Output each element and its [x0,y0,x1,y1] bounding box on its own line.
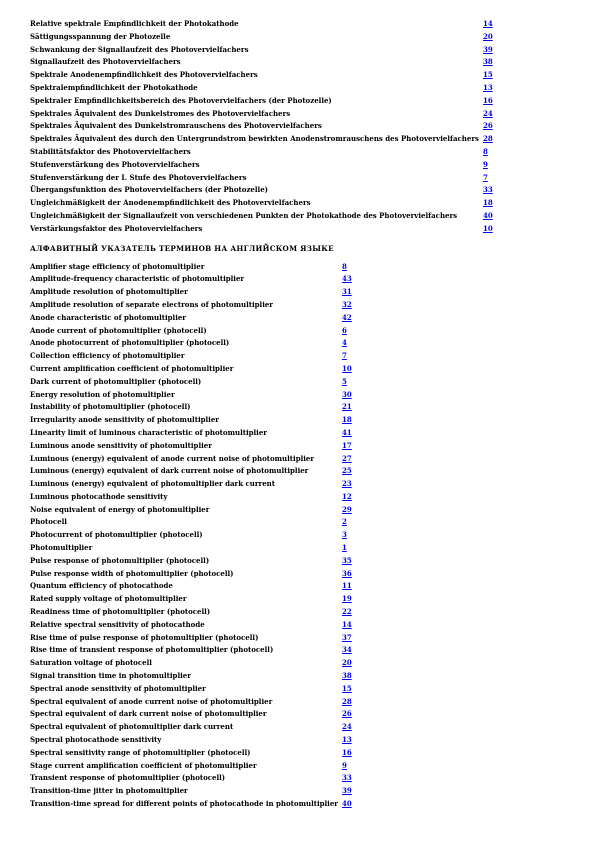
index-term: Photomultiplier [30,543,93,553]
index-row [30,273,352,286]
index-term: Sättigungsspannung der Photozelle [30,31,171,41]
index-page-cell [342,734,352,747]
index-row [30,580,352,593]
index-row [30,555,352,568]
index-row [30,376,352,389]
index-term: Collection efficiency of photomultiplier [30,351,185,361]
index-page-cell [342,427,352,440]
index-row [30,299,352,312]
index-term: Saturation voltage of photocell [30,658,152,668]
term-number-link[interactable]: 23 [341,479,352,489]
german-index-body [30,18,493,236]
index-term: Verstärkungsfaktor des Photovervielfachers [30,223,203,233]
index-row [30,427,352,440]
term-number-link[interactable]: 33 [341,773,352,783]
index-page-cell [342,491,352,504]
index-page-cell [342,401,352,414]
index-term: Anode current of photomultiplier (photocell) [30,325,207,335]
index-row [30,197,493,210]
term-number-link[interactable]: 13 [341,735,352,745]
term-number-link[interactable]: 38 [482,57,493,67]
index-page-cell [342,325,352,338]
index-page-cell [483,69,493,82]
term-number-link[interactable]: 9 [341,760,347,770]
index-term: Pulse response width of photomultiplier (photocell) [30,568,234,578]
index-row [30,95,493,108]
index-row [30,261,352,274]
index-term: Ungleichmäßigkeit der Anodenempfindlichkeit des Photovervielfachers [30,198,311,208]
index-term: Energy resolution of photomultiplier [30,389,175,399]
index-term: Spektrales Äquivalent des Dunkelstromes des Photovervielfachers [30,108,291,118]
index-row [30,350,352,363]
term-number-link[interactable]: 39 [482,44,493,54]
index-term: Luminous photocathode sensitivity [30,491,168,501]
index-term: Anode photocurrent of photomultiplier (photocell) [30,338,230,348]
index-term: Spectral equivalent of anode current noise of photomultiplier [30,696,273,706]
term-number-link[interactable]: 6 [341,325,347,335]
index-row [30,708,352,721]
term-number-link[interactable]: 33 [482,185,493,195]
index-page-cell [342,529,352,542]
index-term: Luminous (energy) equivalent of dark current noise of photomultiplier [30,466,309,476]
index-term: Luminous anode sensitivity of photomultiplier [30,440,212,450]
index-term: Amplitude resolution of separate electrons of photomultiplier [30,299,273,309]
index-row [30,670,352,683]
index-term: Dark current of photomultiplier (photocell) [30,376,202,386]
index-page-cell [342,261,352,274]
index-row [30,644,352,657]
index-page-cell [342,683,352,696]
english-terms-index [30,261,352,811]
index-row [30,529,352,542]
index-row [30,69,493,82]
index-term: Linearity limit of luminous characteristic of photomultiplier [30,427,267,437]
index-term: Irregularity anode sensitivity of photomultiplier [30,415,219,425]
term-number-link[interactable]: 36 [341,568,352,578]
index-row [30,44,493,57]
index-row [30,491,352,504]
term-number-link[interactable]: 30 [341,389,352,399]
index-page-cell [342,721,352,734]
index-page-cell [342,619,352,632]
index-row [30,172,493,185]
index-page-cell [342,312,352,325]
index-row [30,593,352,606]
term-number-link[interactable]: 27 [341,453,352,463]
index-term: Current amplification coefficient of photomultiplier [30,363,234,373]
index-row [30,184,493,197]
index-term: Noise equivalent of energy of photomultiplier [30,504,210,514]
index-row [30,696,352,709]
index-term: Pulse response of photomultiplier (photocell) [30,555,210,565]
index-page-cell [483,184,493,197]
index-page-cell [483,159,493,172]
term-number-link[interactable]: 26 [482,121,493,131]
index-page-cell [342,657,352,670]
index-page-cell [483,197,493,210]
index-term: Spectral anode sensitivity of photomultiplier [30,683,206,693]
term-number-link[interactable]: 2 [341,517,347,527]
term-number-link[interactable]: 18 [482,198,493,208]
index-term: Spektraler Empfindlichkeitsbereich des Photovervielfachers (der Photozelle) [30,95,332,105]
index-row [30,632,352,645]
term-number-link[interactable]: 14 [482,19,493,28]
index-page-cell [342,465,352,478]
index-row [30,760,352,773]
index-page-cell [342,772,352,785]
index-row [30,542,352,555]
index-row [30,785,352,798]
index-row [30,734,352,747]
index-row [30,31,493,44]
index-row [30,747,352,760]
index-term: Rise time of pulse response of photomultiplier (photocell) [30,632,259,642]
index-page-cell [342,350,352,363]
term-number-link[interactable]: 20 [482,31,493,41]
index-term: Ungleichmäßigkeit der Signallaufzeit von verschiedenen Punkten der Photokathode des Photovervielfachers [30,210,458,220]
index-page-cell [342,337,352,350]
term-number-link[interactable]: 29 [341,504,352,514]
term-number-link[interactable]: 43 [341,274,352,284]
index-term: Transition-time spread for different points of photocathode in photomultiplier [30,799,338,809]
index-term: Luminous (energy) equivalent of anode current noise of photomultiplier [30,453,315,463]
index-row [30,721,352,734]
term-number-link[interactable]: 16 [341,747,352,757]
index-term: Spectral photocathode sensitivity [30,735,162,745]
index-page-cell [342,760,352,773]
index-page-cell [483,146,493,159]
index-row [30,325,352,338]
index-row [30,223,493,236]
index-page-cell [342,555,352,568]
index-term: Photocurrent of photomultiplier (photocell) [30,530,203,540]
index-term: Signal transition time in photomultiplier [30,671,191,681]
index-row [30,772,352,785]
index-term: Schwankung der Signallaufzeit des Photovervielfachers [30,44,249,54]
index-page-cell [483,223,493,236]
index-page-cell [342,414,352,427]
term-number-link[interactable]: 35 [341,555,352,565]
term-number-link[interactable]: 41 [341,427,352,437]
index-page-cell [342,747,352,760]
index-page-cell [483,18,493,31]
index-page-cell [342,670,352,683]
term-number-link[interactable]: 14 [341,619,352,629]
term-number-link[interactable]: 38 [341,671,352,681]
index-term: Spektrale Anodenempfindlichkeit des Photovervielfachers [30,70,258,80]
index-term: Signallaufzeit des Photovervielfachers [30,57,181,67]
index-page-cell [483,210,493,223]
term-number-link[interactable]: 1 [341,543,347,553]
term-number-link[interactable]: 7 [341,351,347,361]
index-page-cell [342,644,352,657]
german-terms-index [30,18,493,236]
index-row [30,414,352,427]
index-row [30,389,352,402]
index-term: Stabilitätsfaktor des Photovervielfachers [30,146,191,156]
index-page-cell [342,580,352,593]
index-page-cell [342,273,352,286]
index-row [30,504,352,517]
index-row [30,337,352,350]
term-number-link[interactable]: 20 [341,658,352,668]
index-row [30,657,352,670]
index-page-cell [483,172,493,185]
index-row [30,453,352,466]
index-row [30,683,352,696]
index-page-cell [342,568,352,581]
document-page [30,18,570,811]
index-row [30,619,352,632]
index-page-cell [483,31,493,44]
index-page-cell [342,785,352,798]
index-row [30,440,352,453]
index-term: Rated supply voltage of photomultiplier [30,594,187,604]
index-row [30,401,352,414]
term-number-link[interactable]: 11 [341,581,352,591]
index-row [30,82,493,95]
index-page-cell [483,95,493,108]
index-page-cell [342,542,352,555]
index-row [30,146,493,159]
term-number-link[interactable]: 3 [341,530,347,540]
index-page-cell [342,696,352,709]
index-row [30,18,493,31]
term-number-link[interactable]: 4 [341,338,347,348]
index-row [30,465,352,478]
index-term: Stage current amplification coefficient of photomultiplier [30,760,257,770]
english-index-body [30,261,352,811]
index-row [30,478,352,491]
index-term: Readiness time of photomultiplier (photocell) [30,607,211,617]
term-number-link[interactable]: 26 [341,709,352,719]
index-row [30,108,493,121]
term-number-link[interactable]: 8 [341,261,347,271]
term-number-link[interactable]: 19 [341,594,352,604]
index-row [30,120,493,133]
index-term: Stufenverstärkung des Photovervielfachers [30,159,200,169]
index-page-cell [342,286,352,299]
term-number-link[interactable]: 15 [341,683,352,693]
index-term: Relative spektrale Empfindlichkeit der Photokathode [30,19,239,28]
index-page-cell [483,82,493,95]
index-term: Photocell [30,517,67,527]
term-number-link[interactable]: 31 [341,287,352,297]
term-number-link[interactable]: 24 [341,722,352,732]
term-number-link[interactable]: 16 [482,95,493,105]
index-term: Transition-time jitter in photomultiplier [30,786,188,796]
index-row [30,363,352,376]
term-number-link[interactable]: 32 [341,299,352,309]
index-page-cell [342,389,352,402]
index-page-cell [483,56,493,69]
index-term: Spectral sensitivity range of photomultiplier (photocell) [30,747,251,757]
term-number-link[interactable]: 22 [341,607,352,617]
index-page-cell [342,708,352,721]
index-term: Spektralempfindlichkeit der Photokathode [30,82,198,92]
term-number-link[interactable]: 24 [482,108,493,118]
index-term: Stufenverstärkung der I. Stufe des Photovervielfachers [30,172,247,182]
index-page-cell [342,798,352,811]
term-number-link[interactable]: 8 [482,146,488,156]
index-page-cell [342,363,352,376]
term-number-link[interactable]: 40 [341,799,352,809]
term-number-link[interactable]: 18 [341,415,352,425]
index-page-cell [342,453,352,466]
index-page-cell [342,376,352,389]
index-row [30,210,493,223]
term-number-link[interactable]: 34 [341,645,352,655]
term-number-link[interactable]: 15 [482,70,493,80]
index-page-cell [483,44,493,57]
index-term: Amplitude-frequency characteristic of photomultiplier [30,274,245,284]
term-number-link[interactable]: 9 [482,159,488,169]
term-number-link[interactable]: 10 [341,363,352,373]
index-row [30,312,352,325]
index-term: Relative spectral sensitivity of photocathode [30,619,205,629]
term-number-link[interactable]: 7 [482,172,488,182]
term-number-link[interactable]: 5 [341,376,347,386]
term-number-link[interactable]: 12 [341,491,352,501]
term-number-link[interactable]: 39 [341,786,352,796]
index-term: Spektrales Äquivalent des Dunkelstromrauschens des Photovervielfachers [30,121,322,131]
index-page-cell [342,606,352,619]
index-page-cell [342,593,352,606]
index-page-cell [342,440,352,453]
term-number-link[interactable]: 40 [482,210,493,220]
index-term: Luminous (energy) equivalent of photomultiplier dark current [30,479,276,489]
term-number-link[interactable]: 10 [482,223,493,233]
english-index-heading: АЛФАВИТНЫЙ УКАЗАТЕЛЬ ТЕРМИНОВ НА АНГЛИЙСКОМ ЯЗЫКЕ [30,243,334,253]
index-page-cell [342,478,352,491]
index-row [30,286,352,299]
index-term: Spectral equivalent of dark current noise of photomultiplier [30,709,267,719]
index-page-cell [342,516,352,529]
term-number-link[interactable]: 28 [341,696,352,706]
index-row [30,798,352,811]
index-term: Anode characteristic of photomultiplier [30,312,186,322]
index-term: Amplifier stage efficiency of photomultiplier [30,261,205,271]
index-row [30,568,352,581]
index-row [30,56,493,69]
term-number-link[interactable]: 42 [341,312,352,322]
index-row [30,133,493,146]
term-number-link[interactable]: 17 [341,440,352,450]
term-number-link[interactable]: 21 [341,402,352,412]
index-row [30,516,352,529]
index-term: Instability of photomultiplier (photocell) [30,402,191,412]
index-term: Quantum efficiency of photocathode [30,581,173,591]
term-number-link[interactable]: 13 [482,82,493,92]
index-page-cell [342,299,352,312]
index-term: Rise time of transient response of photomultiplier (photocell) [30,645,274,655]
index-page-cell [483,108,493,121]
index-page-cell [342,632,352,645]
index-term: Übergangsfunktion des Photovervielfachers (der Photozelle) [30,185,268,195]
term-number-link[interactable]: 25 [341,466,352,476]
index-row [30,159,493,172]
index-term: Spektrales Äquivalent des durch den Untergrundstrom bewirkten Anodenstromrauschens des Photovervielfachers [30,134,479,144]
index-row [30,606,352,619]
term-number-link[interactable]: 37 [341,632,352,642]
index-term: Amplitude resolution of photomultiplier [30,287,188,297]
index-term: Transient response of photomultiplier (photocell) [30,773,226,783]
term-number-link[interactable]: 28 [482,134,493,144]
index-page-cell [342,504,352,517]
index-term: Spectral equivalent of photomultiplier dark current [30,722,234,732]
index-page-cell [483,133,493,146]
index-page-cell [483,120,493,133]
